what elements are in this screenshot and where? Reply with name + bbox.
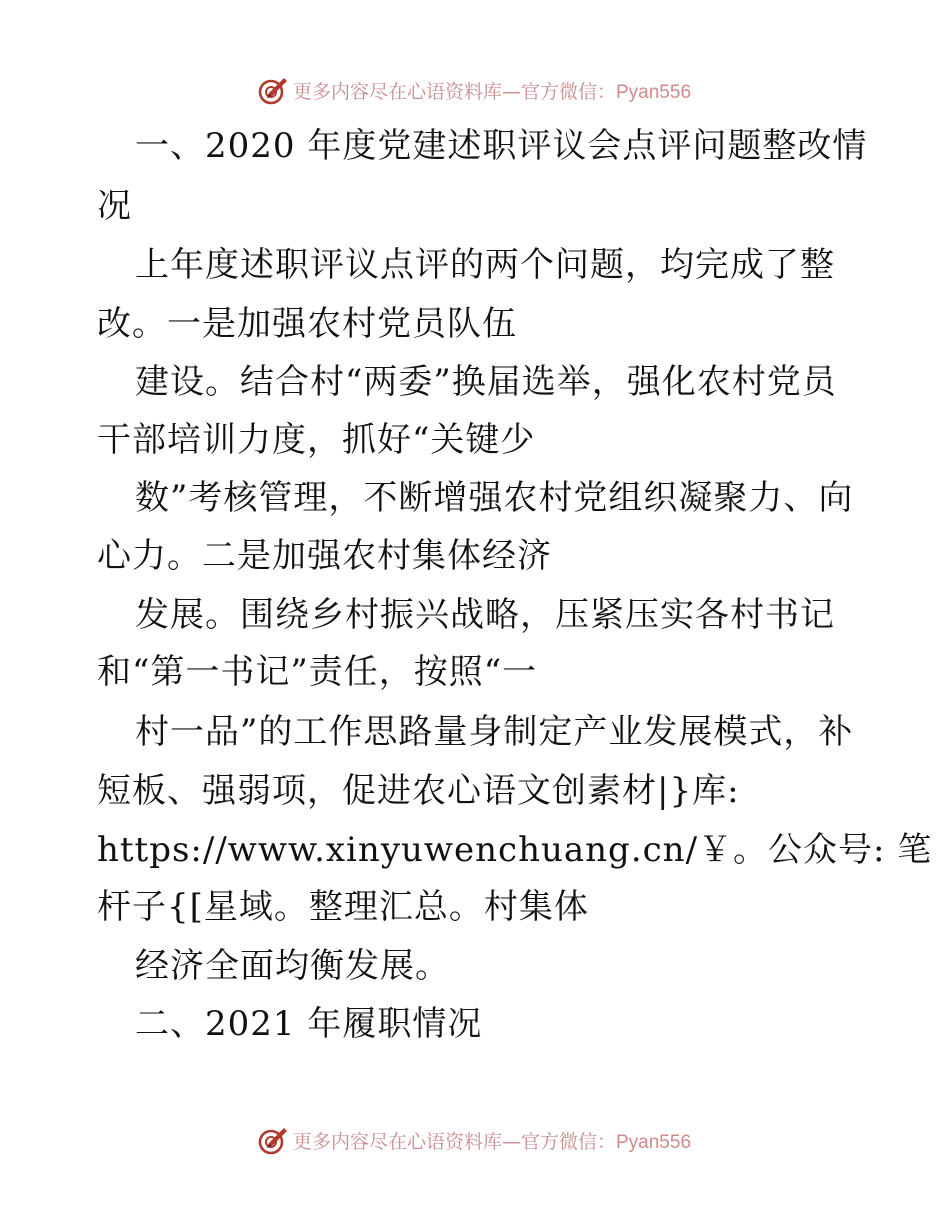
- paragraph-line: 村一品”的工作思路量身制定产业发展模式，补: [135, 712, 854, 752]
- paragraph-line: 心力。二是加强农村集体经济: [97, 536, 552, 576]
- heading-section-1-continued: 况: [97, 186, 132, 226]
- paragraph-line: 数”考核管理，不断增强农村党组织凝聚力、向: [135, 478, 854, 518]
- heading-section-2: 二、2021 年履职情况: [135, 1004, 483, 1044]
- writing-hand-logo-icon: [257, 1124, 289, 1156]
- paragraph-line: 改。一是加强农村党员队伍: [97, 304, 517, 344]
- heading-section-1: 一、2020 年度党建述职评议会点评问题整改情: [135, 126, 868, 166]
- watermark-text: [293, 1127, 691, 1154]
- paragraph-line: 经济全面均衡发展。: [135, 946, 450, 986]
- paragraph-line: 短板、强弱项，促进农心语文创素材|}库:: [97, 771, 740, 811]
- paragraph-line: 发展。围绕乡村振兴战略，压紧压实各村书记: [135, 595, 835, 635]
- paragraph-line: 干部培训力度，抓好“关键少: [97, 420, 536, 460]
- paragraph-line-url: https://www.xinyuwenchuang.cn/￥。公众号: 笔: [97, 830, 933, 870]
- paragraph-line: 和“第一书记”责任，按照“一: [97, 652, 538, 692]
- paragraph-line: 建设。结合村“两委”换届选举，强化农村党员: [135, 362, 837, 402]
- watermark-slogan: 更多内容尽在心语资料库—官方微信：: [292, 1130, 616, 1153]
- watermark-wechat-id: Pyan556: [616, 1131, 692, 1153]
- footer-watermark: [0, 1120, 950, 1160]
- watermark-wechat-id: Pyan556: [616, 81, 692, 103]
- paragraph-line: 杆子{[星域。整理汇总。村集体: [97, 887, 589, 927]
- watermark-slogan: 更多内容尽在心语资料库—官方微信：: [292, 80, 616, 103]
- paragraph-line: 上年度述职评议点评的两个问题，均完成了整: [135, 245, 835, 285]
